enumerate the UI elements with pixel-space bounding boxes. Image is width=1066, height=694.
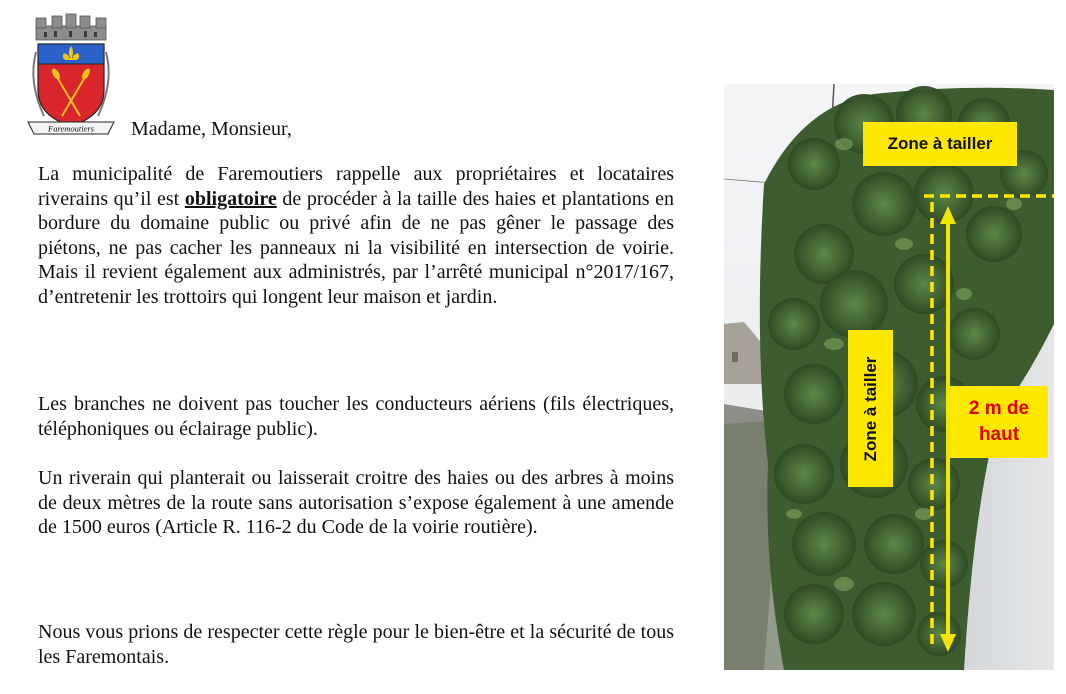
paragraph-fine: Un riverain qui planterait ou laisserait croitre des haies ou des arbres à moins de deux mètres de la route sans autorisation s’expose également à une amende de 1500 euros (Article R. 116-2 du Code de la voirie routière).	[38, 467, 674, 538]
height-label	[950, 386, 1048, 458]
paragraph-branches: Les branches ne doivent pas toucher les conducteurs aériens (fils électriques, téléphoniques ou éclairage public).	[38, 393, 674, 440]
height-label-line2: haut	[978, 424, 1020, 445]
greeting: Madame, Monsieur,	[131, 118, 292, 140]
zone-label-side-text: Zone à tailler	[860, 356, 880, 461]
p1-text-start: La municipalité de Faremoutiers rappelle aux propriétaires et locataires riverains qu’il est	[38, 163, 674, 210]
paragraph-closing: Nous vous prions de respecter cette règle pour le bien-être et la sécurité de tous les Faremontais.	[38, 621, 674, 668]
crest-motto: Faremoutiers	[48, 123, 94, 134]
p1-text-end: de procéder à la taille des haies et plantations en bordure du domaine public ou privé afin de ne pas gêner le passage des piétons, ne pas cacher les panneaux ni la visibilité en intersection de voirie. Mais il revient également aux administrés, par l’arrêté municipal n°2017/167, d’entretenir les trottoirs qui longent leur maison et jardin.	[38, 187, 674, 308]
paragraph-obligation	[38, 162, 674, 309]
height-label-line1: 2 m de	[968, 398, 1030, 419]
zone-label-top: Zone à tailler	[863, 122, 1017, 166]
zone-label-side	[848, 330, 893, 487]
faremoutiers-crest	[22, 12, 120, 138]
obligatoire-emphasis: obligatoire	[184, 187, 277, 210]
